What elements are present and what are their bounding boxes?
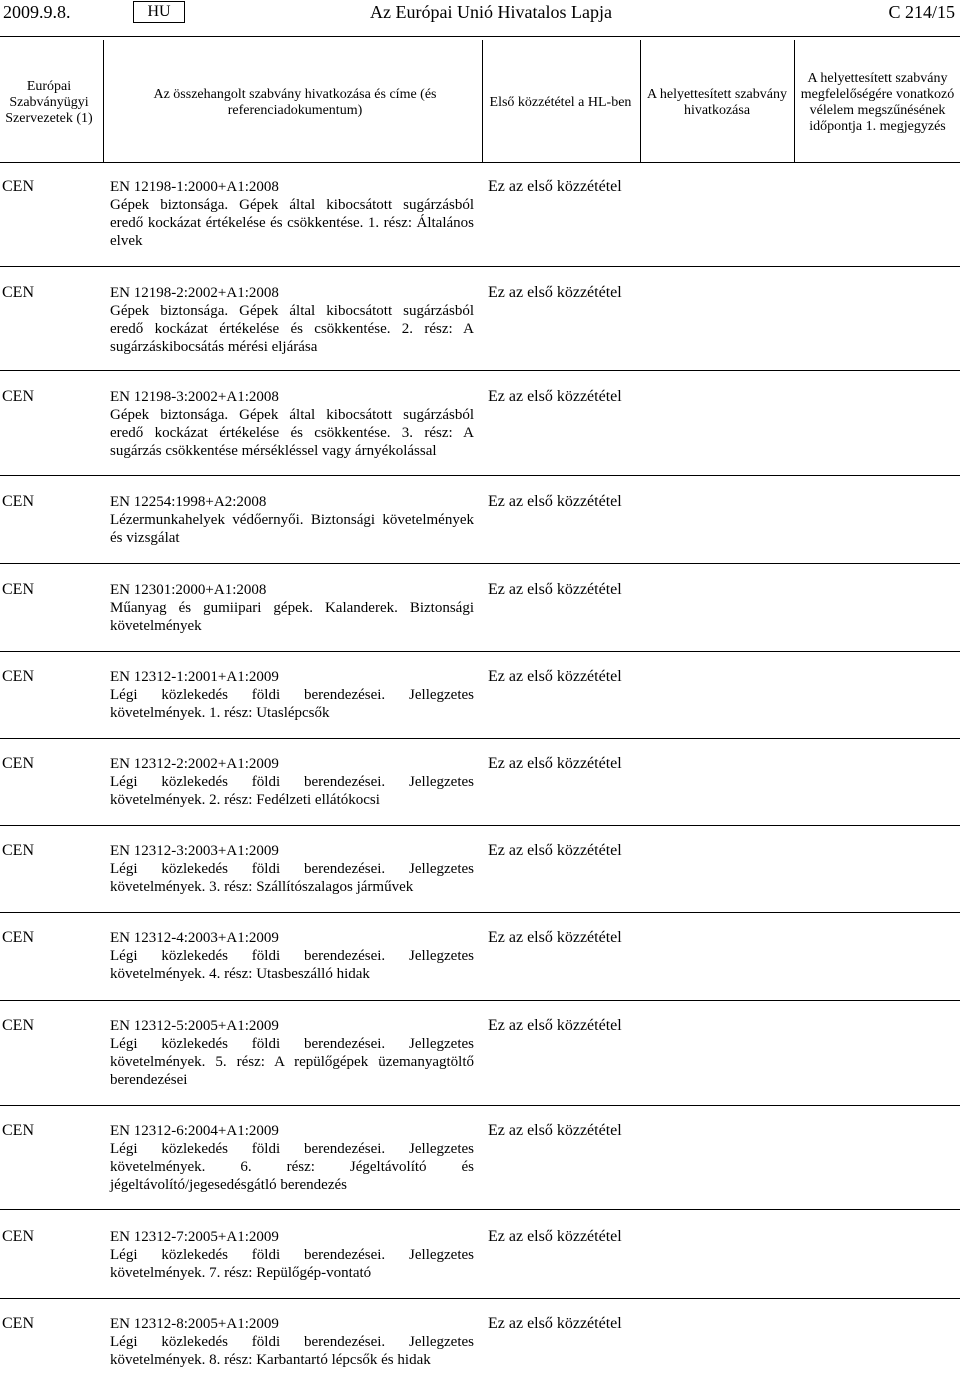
standard-code: EN 12312-3:2003+A1:2009 [110,843,279,859]
standard-title: Légi közlekedés földi berendezései. Jellegzetes követelmények. 8. rész: Karbantartó lépcsők és hidak [110,1334,474,1368]
standard-cell [110,284,474,356]
org-cell: CEN [2,493,34,510]
row-separator [0,370,960,371]
standard-code: EN 12198-3:2002+A1:2008 [110,389,279,405]
publication-date: 2009.9.8. [3,2,71,22]
standard-title: Légi közlekedés földi berendezései. Jellegzetes követelmények. 4. rész: Utasbeszálló hidak [110,948,474,982]
standard-code: EN 12254:1998+A2:2008 [110,494,267,510]
standard-title: Gépek biztonsága. Gépek által kibocsátott sugárzásból eredő kockázat értékelése és csökkentése. 1. rész: Általános elvek [110,197,474,249]
standard-title: Légi közlekedés földi berendezései. Jellegzetes követelmények. 3. rész: Szállítószalagos járművek [110,861,474,895]
standard-cell [110,929,474,983]
page-header [0,0,960,36]
language-badge: HU [133,1,185,23]
row-separator [0,912,960,913]
standard-title: Gépek biztonsága. Gépek által kibocsátott sugárzásból eredő kockázat értékelése és csökkentése. 3. rész: A sugárzás csökkentése mérsékléssel vagy árnyékolással [110,407,474,459]
standard-cell [110,493,474,547]
standard-cell [110,1122,474,1194]
standard-code: EN 12312-8:2005+A1:2009 [110,1316,279,1332]
first-publication-cell: Ez az első közzététel [488,755,622,772]
standard-cell [110,178,474,250]
first-publication-cell: Ez az első közzététel [488,1017,622,1034]
standard-code: EN 12312-6:2004+A1:2009 [110,1123,279,1139]
row-separator [0,738,960,739]
column-header-superseded-standard: A helyettesített szabvány hivatkozása [647,87,787,118]
first-publication-cell: Ez az első közzététel [488,842,622,859]
column-header-standard: Az összehangolt szabvány hivatkozása és címe (és referenciadokumentum) [153,87,437,118]
first-publication-cell: Ez az első közzététel [488,178,622,195]
first-publication-cell: Ez az első közzététel [488,1228,622,1245]
standard-title: Légi közlekedés földi berendezései. Jellegzetes követelmények. 2. rész: Fedélzeti ellátókocsi [110,774,474,808]
standard-title: Gépek biztonsága. Gépek által kibocsátott sugárzásból eredő kockázat értékelése és csökkentése. 2. rész: A sugárzáskibocsátás mérési eljárása [110,303,474,355]
row-separator [0,1209,960,1210]
org-cell: CEN [2,1122,34,1139]
org-cell: CEN [2,1228,34,1245]
column-divider [103,40,104,162]
journal-title: Az Európai Unió Hivatalos Lapja [370,2,612,22]
row-separator [0,1000,960,1001]
column-header-cessation-date: A helyettesített szabvány megfelelőségére vonatkozó vélelem megszűnésének időpontja 1. megjegyzés [800,71,955,134]
org-cell: CEN [2,842,34,859]
row-separator [0,266,960,267]
page-number: C 214/15 [888,2,955,22]
first-publication-cell: Ez az első közzététel [488,581,622,598]
org-cell: CEN [2,178,34,195]
standard-code: EN 12301:2000+A1:2008 [110,582,267,598]
standard-title: Légi közlekedés földi berendezései. Jellegzetes követelmények. 5. rész: A repülőgépek üzemanyagtöltő berendezései [110,1036,474,1088]
first-publication-cell: Ez az első közzététel [488,668,622,685]
header-rule [0,36,960,37]
standard-cell [110,755,474,809]
first-publication-cell: Ez az első közzététel [488,929,622,946]
org-cell: CEN [2,755,34,772]
row-separator [0,825,960,826]
standard-cell [110,581,474,635]
row-separator [0,651,960,652]
org-cell: CEN [2,1017,34,1034]
standard-cell [110,1315,474,1369]
standard-cell [110,668,474,722]
standard-cell [110,1017,474,1089]
standard-code: EN 12312-2:2002+A1:2009 [110,756,279,772]
row-separator [0,1298,960,1299]
standard-code: EN 12312-7:2005+A1:2009 [110,1229,279,1245]
first-publication-cell: Ez az első közzététel [488,1122,622,1139]
org-cell: CEN [2,581,34,598]
first-publication-cell: Ez az első közzététel [488,1315,622,1332]
org-cell: CEN [2,284,34,301]
standard-code: EN 12312-5:2005+A1:2009 [110,1018,279,1034]
org-cell: CEN [2,929,34,946]
table-header-rule [0,162,960,163]
standard-title: Lézermunkahelyek védőernyői. Biztonsági követelmények és vizsgálat [110,512,474,546]
first-publication-cell: Ez az első közzététel [488,493,622,510]
standard-cell [110,388,474,460]
row-separator [0,563,960,564]
row-separator [0,475,960,476]
first-publication-cell: Ez az első közzététel [488,284,622,301]
column-header-first-publication: Első közzététel a HL-ben [489,95,632,110]
standard-code: EN 12312-4:2003+A1:2009 [110,930,279,946]
standard-code: EN 12198-1:2000+A1:2008 [110,179,279,195]
standard-title: Műanyag és gumiipari gépek. Kalanderek. Biztonsági követelmények [110,600,474,634]
org-cell: CEN [2,388,34,405]
standard-title: Légi közlekedés földi berendezései. Jellegzetes követelmények. 7. rész: Repülőgép-vontató [110,1247,474,1281]
standard-code: EN 12198-2:2002+A1:2008 [110,285,279,301]
first-publication-cell: Ez az első közzététel [488,388,622,405]
standard-title: Légi közlekedés földi berendezései. Jellegzetes követelmények. 6. rész: Jégeltávolító és jégeltávolító/jegesedésgátló berendezés [110,1141,474,1193]
standard-title: Légi közlekedés földi berendezései. Jellegzetes követelmények. 1. rész: Utaslépcsők [110,687,474,721]
column-divider [640,40,641,162]
standard-code: EN 12312-1:2001+A1:2009 [110,669,279,685]
column-header-org: Európai Szabványügyi Szervezetek (1) [5,79,93,126]
standard-cell [110,842,474,896]
org-cell: CEN [2,668,34,685]
standard-cell [110,1228,474,1282]
row-separator [0,1105,960,1106]
org-cell: CEN [2,1315,34,1332]
